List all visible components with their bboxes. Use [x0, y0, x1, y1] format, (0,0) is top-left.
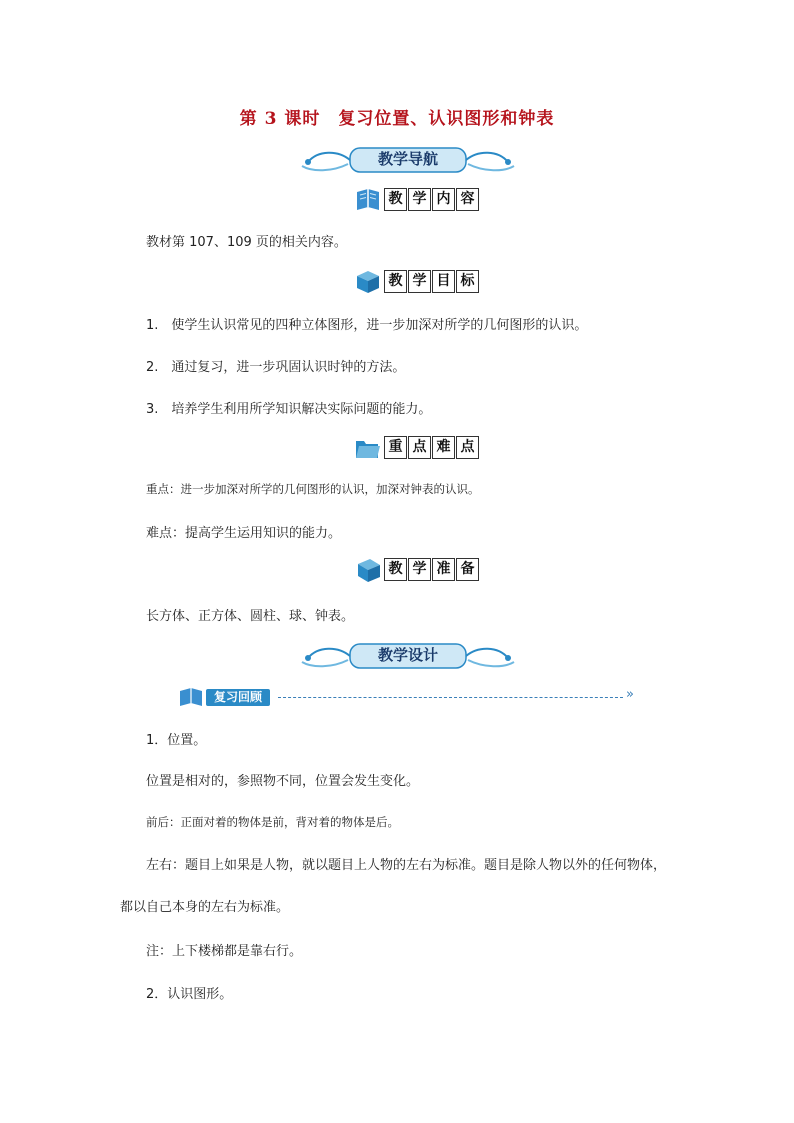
preparation-text: 长方体、正方体、圆柱、球、钟表。: [146, 609, 355, 624]
goal-item: 3. 培养学生利用所学知识解决实际问题的能力。: [146, 402, 432, 417]
section-char: 内: [432, 188, 455, 211]
banner-teaching-design: [298, 638, 518, 674]
section-char: 教: [384, 558, 407, 581]
dashed-divider: [278, 697, 623, 698]
book-icon: [354, 186, 382, 214]
banner-label: 教学设计: [377, 646, 438, 664]
section-char: 准: [432, 558, 455, 581]
body-paragraph: 前后：正面对着的物体是前，背对着的物体是后。: [146, 815, 399, 829]
body-paragraph: 注：上下楼梯都是靠右行。: [146, 944, 303, 959]
cube-icon: [354, 556, 382, 584]
section-char: 标: [456, 270, 479, 293]
body-paragraph: 位置是相对的，参照物不同，位置会发生变化。: [146, 774, 420, 789]
body-item-heading: 2．认识图形。: [146, 987, 233, 1002]
section-char: 教: [384, 270, 407, 293]
section-char: 学: [408, 188, 431, 211]
section-char: 学: [408, 270, 431, 293]
banner-label: 教学导航: [377, 150, 438, 168]
section-char: 难: [432, 436, 455, 459]
key-point-text: 重点：进一步加深对所学的几何图形的认识，加深对钟表的认识。: [146, 482, 480, 496]
section-char: 目: [432, 270, 455, 293]
section-char: 学: [408, 558, 431, 581]
folder-icon: [354, 434, 382, 462]
body-paragraph: 左右：题目上如果是人物，就以题目上人物的左右为标准。题目是除人物以外的任何物体，: [146, 858, 667, 873]
section-char: 重: [384, 436, 407, 459]
banner-teaching-guide: [298, 142, 518, 178]
target-icon: [354, 268, 382, 296]
section-char: 点: [408, 436, 431, 459]
difficult-point-text: 难点：提高学生运用知识的能力。: [146, 526, 342, 541]
section-char: 教: [384, 188, 407, 211]
goal-item: 2. 通过复习，进一步巩固认识时钟的方法。: [146, 360, 406, 375]
section-char: 点: [456, 436, 479, 459]
body-item-heading: 1．位置。: [146, 733, 207, 748]
lesson-title: 第 3 课时 复习位置、认识图形和钟表: [239, 109, 555, 129]
book-icon: [178, 686, 204, 708]
goal-item: 1. 使学生认识常见的四种立体图形，进一步加深对所学的几何图形的认识。: [146, 318, 588, 333]
section-char: 容: [456, 188, 479, 211]
section-char: 备: [456, 558, 479, 581]
double-chevron-right-icon: »: [626, 687, 634, 702]
review-label: 复习回顾: [206, 689, 270, 706]
content-text: 教材第 107、109 页的相关内容。: [146, 235, 347, 250]
body-paragraph: 都以自己本身的左右为标准。: [120, 900, 290, 915]
review-header: [178, 686, 648, 708]
